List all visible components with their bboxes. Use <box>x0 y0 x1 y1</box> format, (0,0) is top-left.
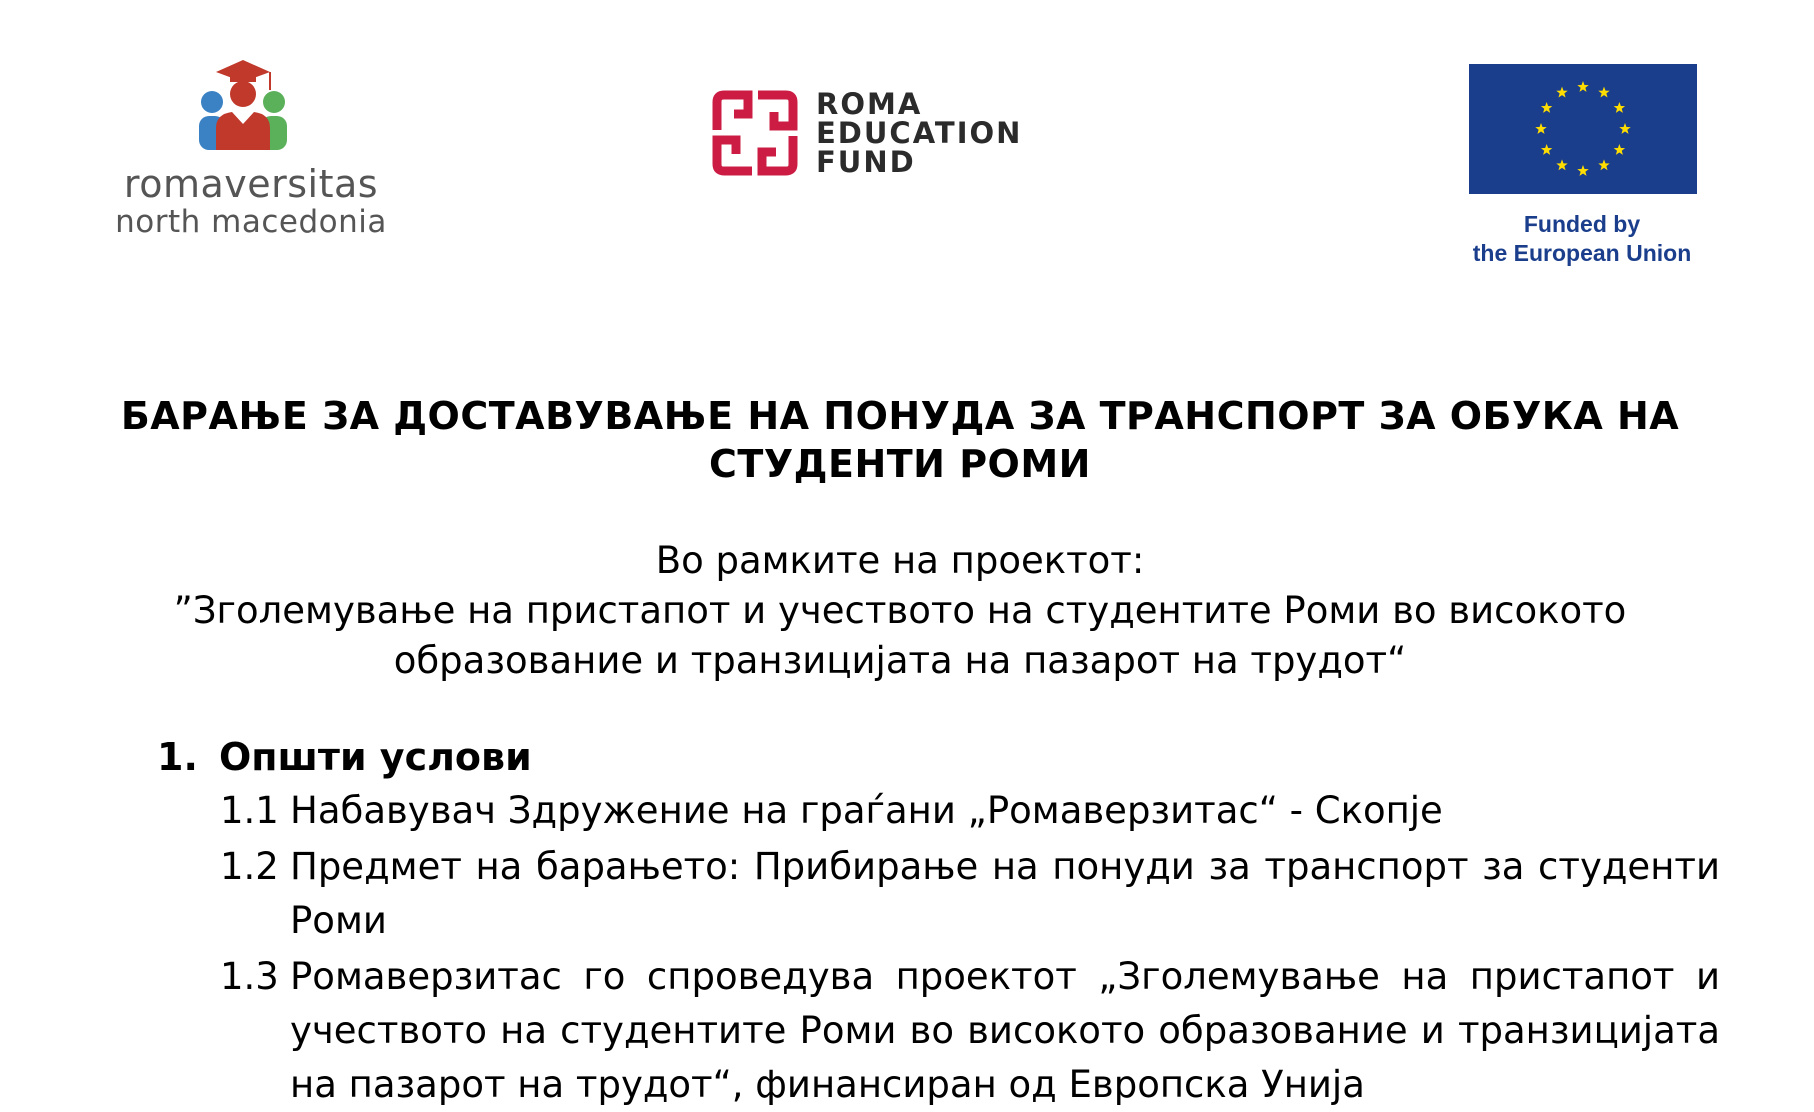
list-item <box>220 840 1720 948</box>
roma-education-fund-logo <box>712 87 1052 180</box>
ref-logo-line-2: EDUCATION <box>816 116 1023 150</box>
romaversitas-logo <box>96 58 406 248</box>
eu-caption-line-2: the European Union <box>1472 240 1692 266</box>
eu-funding-logo <box>1452 64 1712 274</box>
section-heading <box>157 732 532 782</box>
project-intro: Во рамките на проектот: <box>655 539 1145 582</box>
romaversitas-logo-text: romaversitas <box>123 162 379 206</box>
item-number: 1.3 <box>220 955 279 998</box>
title-line-2: СТУДЕНТИ РОМИ <box>709 442 1091 486</box>
list-item <box>220 950 1720 1112</box>
project-name-line-1: ”Зголемување на пристапот и учеството на студентите Роми во високото <box>173 589 1627 632</box>
item-text: Ромаверзитас го спроведува проектот „Зголемување на пристапот и учеството на студентите Роми во високото образование и транзицијата на пазарот на трудот“, финансиран од Европска Унија <box>290 955 1720 1106</box>
project-block <box>80 536 1720 686</box>
romaversitas-logo-subtext: north macedonia <box>115 204 387 240</box>
list-item <box>220 784 1720 838</box>
section-number: 1. <box>157 735 198 779</box>
ref-logo-line-3: FUND <box>816 145 916 179</box>
item-text: Набавувач Здружение на граѓани „Ромаверзитас“ - Скопје <box>290 789 1443 832</box>
eu-caption-line-1: Funded by <box>1523 211 1641 237</box>
ref-logo-line-1: ROMA <box>816 87 923 121</box>
section-title: Општи услови <box>219 735 532 779</box>
item-number: 1.2 <box>220 845 279 888</box>
item-text: Предмет на барањето: Прибирање на понуди за транспорт за студенти Роми <box>290 845 1720 942</box>
eu-flag-icon <box>1469 64 1697 194</box>
ref-emblem-icon <box>712 90 798 176</box>
title-line-1: БАРАЊЕ ЗА ДОСТАВУВАЊЕ НА ПОНУДА ЗА ТРАНСПОРТ ЗА ОБУКА НА <box>120 394 1680 438</box>
romaversitas-people-icon <box>188 58 298 154</box>
document-title <box>80 392 1720 488</box>
item-number: 1.1 <box>220 789 279 832</box>
project-name-line-2: образование и транзицијата на пазарот на трудот“ <box>393 639 1407 682</box>
